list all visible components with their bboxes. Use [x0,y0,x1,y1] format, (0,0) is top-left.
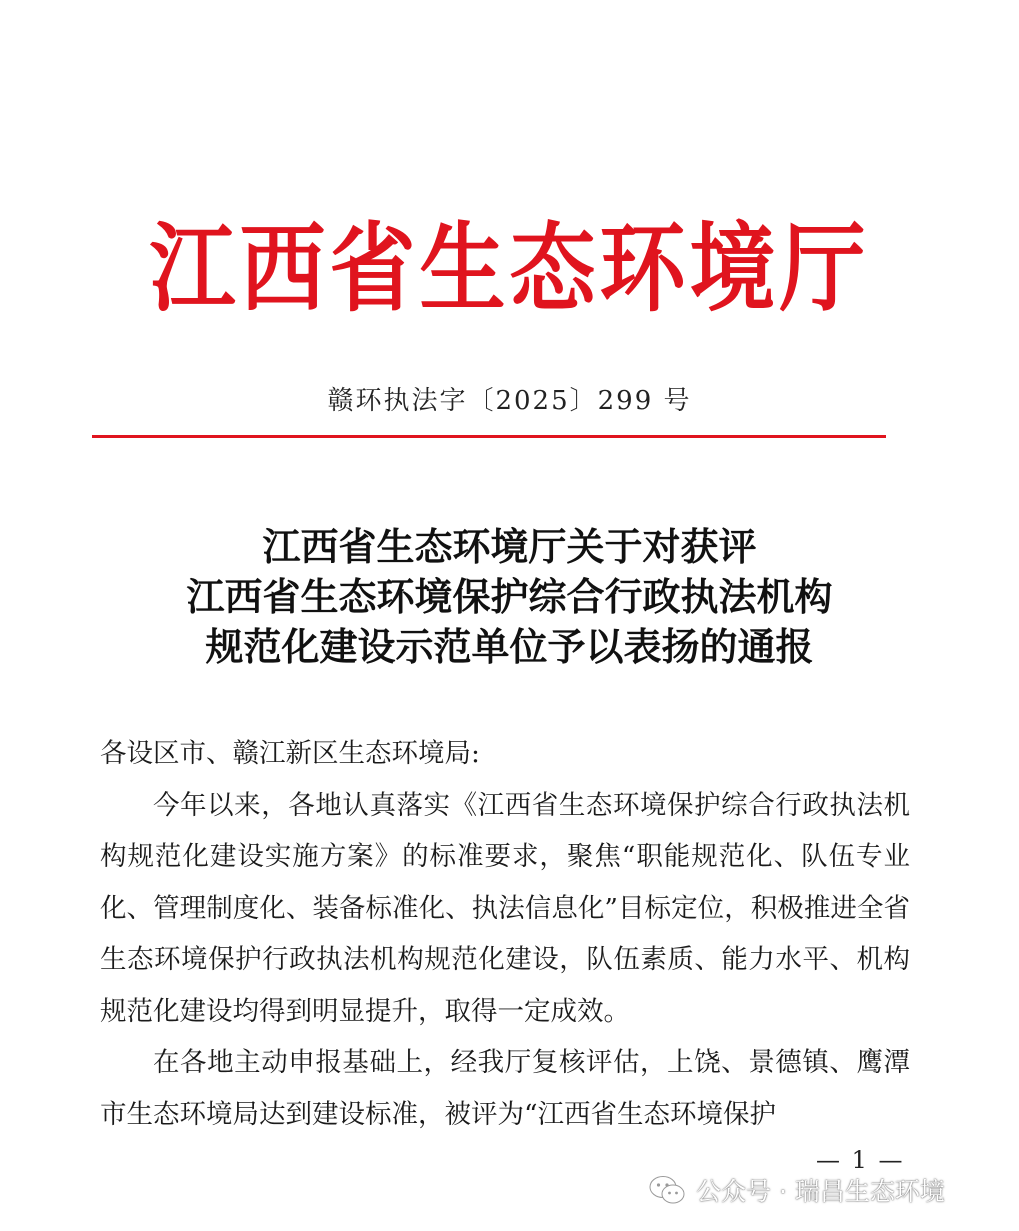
document-body [100,728,910,1140]
title-line-2: 江西省生态环境保护综合行政执法机构 [186,574,833,619]
watermark-text: 公众号 · 瑞昌生态环境 [696,1177,945,1206]
salutation: 各设区市、赣江新区生态环境局: [100,738,480,769]
wechat-watermark [648,1170,945,1210]
document-number: 赣环执法字〔2025〕299 号 [327,386,692,416]
title-line-1: 江西省生态环境厅关于对获评 [262,524,757,569]
title-line-3: 规范化建设示范单位予以表扬的通报 [205,624,814,669]
red-divider-line [92,435,886,438]
wechat-icon [648,1175,686,1205]
document-title [0,522,1019,672]
body-paragraph-1: 今年以来，各地认真落实《江西省生态环境保护综合行政执法机构规范化建设实施方案》的标准要求，聚焦“职能规范化、队伍专业化、管理制度化、装备标准化、执法信息化”目标定位，积极推进全省生态环境保护行政执法机构规范化建设，队伍素质、能力水平、机构规范化建设均得到明显提升，取得一定成效。 [100,789,910,1027]
agency-header: 江西省生态环境厅 [149,213,870,326]
body-paragraph-2: 在各地主动申报基础上，经我厅复核评估，上饶、景德镇、鹰潭市生态环境局达到建设标准，被评为“江西省生态环境保护 [100,1047,910,1130]
page-number: — 1 — [816,1146,905,1174]
